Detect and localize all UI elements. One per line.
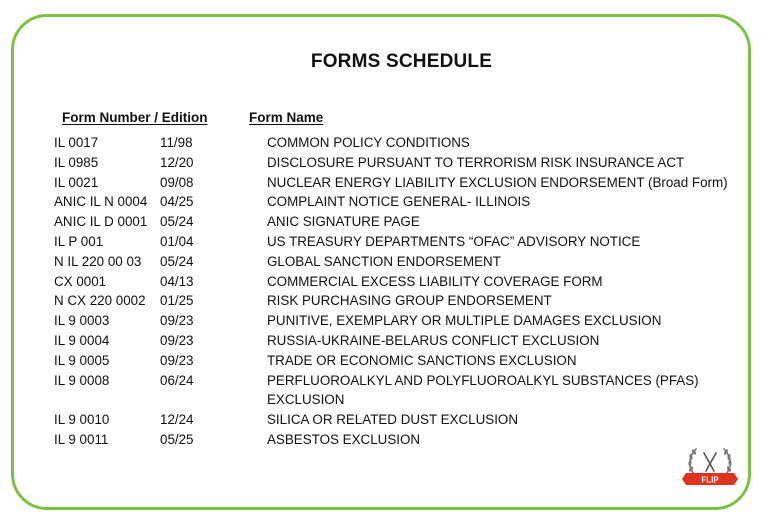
form-edition: 09/23: [160, 352, 194, 368]
form-number: ANIC IL N 0004: [54, 194, 148, 210]
form-row: [0, 331, 768, 351]
form-number: IL 9 0004: [54, 332, 110, 348]
form-row: [0, 371, 768, 411]
form-edition: 05/24: [160, 253, 194, 269]
form-row: [0, 232, 768, 252]
form-edition: 05/25: [160, 431, 194, 447]
form-edition: 05/24: [160, 214, 194, 230]
form-name: ASBESTOS EXCLUSION: [267, 431, 421, 447]
form-row: [0, 272, 768, 292]
form-name: ANIC SIGNATURE PAGE: [267, 214, 420, 230]
form-name: DISCLOSURE PURSUANT TO TERRORISM RISK INSURANCE ACT: [267, 154, 685, 170]
form-name: RISK PURCHASING GROUP ENDORSEMENT: [267, 293, 552, 309]
form-row: [0, 192, 768, 212]
form-edition: 12/24: [160, 412, 194, 428]
form-name: GLOBAL SANCTION ENDORSEMENT: [267, 253, 501, 269]
form-name: COMPLAINT NOTICE GENERAL- ILLINOIS: [267, 194, 531, 210]
form-number: IL 9 0003: [54, 313, 110, 329]
forms-list: [0, 133, 768, 450]
form-name: TRADE OR ECONOMIC SANCTIONS EXCLUSION: [267, 352, 577, 368]
form-row: [0, 133, 768, 153]
form-number: N CX 220 0002: [54, 293, 146, 309]
form-edition: 01/04: [160, 233, 194, 249]
form-number: IL 0017: [54, 135, 99, 150]
form-edition: 09/23: [160, 313, 194, 329]
form-number: N IL 220 00 03: [54, 253, 142, 269]
form-edition: 09/23: [160, 332, 194, 348]
form-row: [0, 311, 768, 331]
form-row: [0, 153, 768, 173]
form-edition: 04/25: [160, 194, 194, 210]
form-row: [0, 291, 768, 311]
form-name: COMMERCIAL EXCESS LIABILITY COVERAGE FORM: [267, 273, 603, 289]
form-name: COMMON POLICY CONDITIONS: [267, 135, 470, 150]
form-name: NUCLEAR ENERGY LIABILITY EXCLUSION ENDORSEMENT (Broad Form): [267, 174, 728, 190]
form-edition: 04/13: [160, 273, 194, 289]
form-name: PUNITIVE, EXEMPLARY OR MULTIPLE DAMAGES EXCLUSION: [267, 313, 662, 329]
form-row: [0, 212, 768, 232]
form-name: RUSSIA-UKRAINE-BELARUS CONFLICT EXCLUSION: [267, 332, 600, 348]
page-title: FORMS SCHEDULE: [310, 51, 493, 72]
form-number: IL 9 0010: [54, 412, 110, 428]
form-name: US TREASURY DEPARTMENTS “OFAC” ADVISORY NOTICE: [267, 233, 641, 249]
form-number: ANIC IL D 0001: [54, 214, 148, 230]
form-row: [0, 410, 768, 430]
form-name: PERFLUOROALKYL AND POLYFLUOROALKYL SUBSTANCES (PFAS) EXCLUSION: [267, 372, 699, 408]
flip-logo-icon: [680, 441, 740, 491]
column-header-form-name: Form Name: [249, 110, 324, 125]
form-row: [0, 173, 768, 193]
form-edition: 12/20: [160, 154, 194, 170]
form-number: IL P 001: [54, 233, 104, 249]
form-edition: 06/24: [160, 372, 194, 388]
logo-text: FLIP: [701, 475, 719, 485]
form-number: IL 9 0008: [54, 372, 110, 388]
form-number: IL 0985: [54, 154, 99, 170]
form-edition: 09/08: [160, 174, 194, 190]
form-number: IL 9 0011: [54, 431, 109, 447]
form-number: CX 0001: [54, 273, 107, 289]
form-number: IL 9 0005: [54, 352, 110, 368]
form-row: [0, 252, 768, 272]
form-row: [0, 351, 768, 371]
form-row: [0, 430, 768, 450]
form-number: IL 0021: [54, 174, 99, 190]
form-edition: 11/98: [160, 135, 193, 150]
column-header-form-number: Form Number / Edition: [62, 110, 208, 125]
form-edition: 01/25: [160, 293, 194, 309]
form-name: SILICA OR RELATED DUST EXCLUSION: [267, 412, 519, 428]
